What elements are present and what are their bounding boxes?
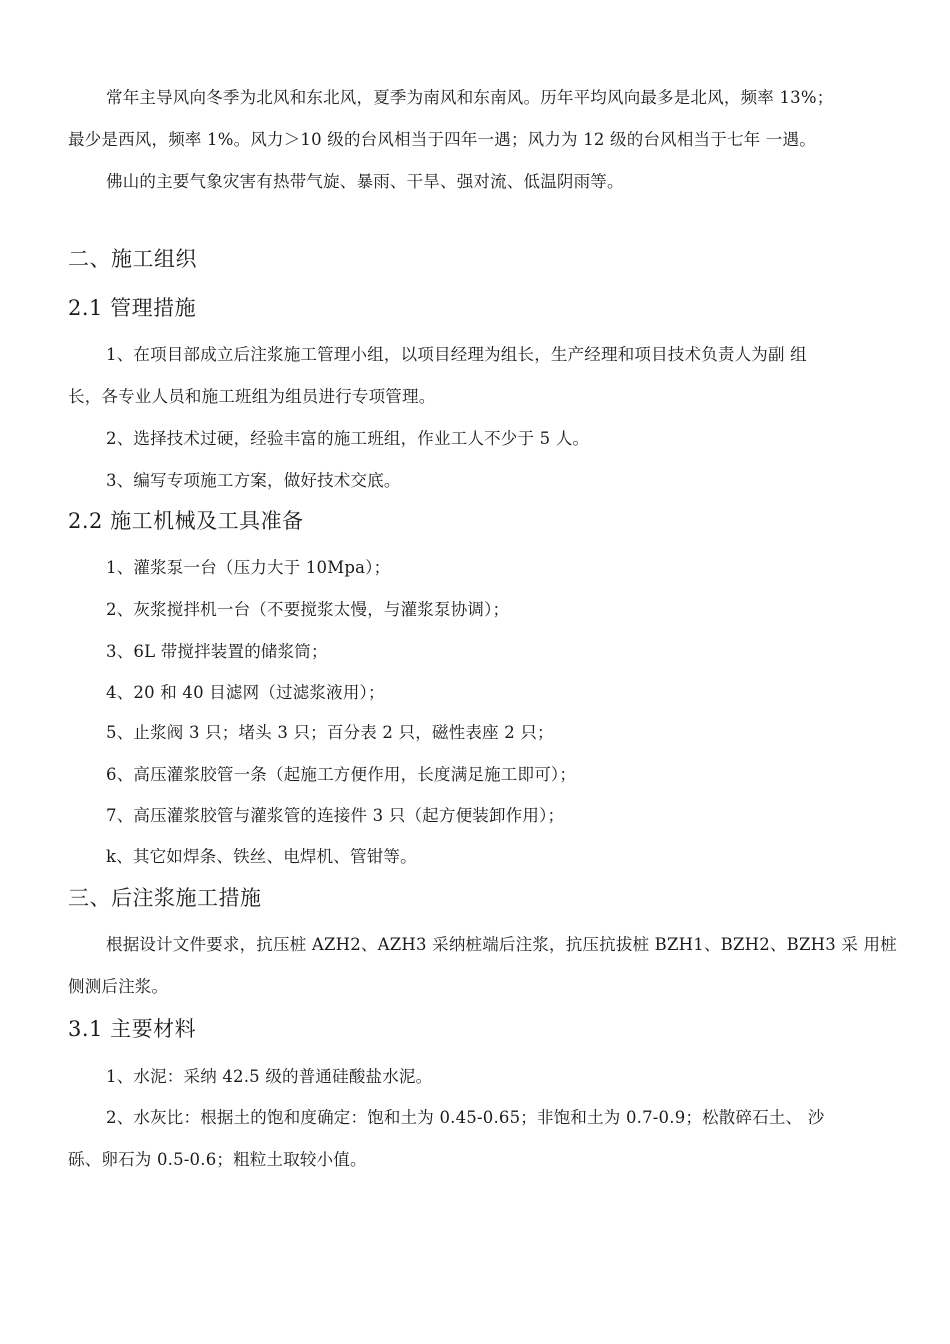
equipment-item: 4、20 和 40 目滤网（过滤浆液用）； bbox=[106, 683, 385, 702]
section-2-1-heading: 2.1 管理措施 bbox=[68, 296, 197, 320]
equipment-item: 6、高压灌浆胶管一条（起施工方便作用，长度满足施工即可）； bbox=[106, 765, 577, 784]
equipment-item: 5、止浆阀 3 只；堵头 3 只；百分表 2 只，磁性表座 2 只； bbox=[106, 723, 554, 742]
management-item-1-line-1: 1、在项目部成立后注浆施工管理小组，以项目经理为组长，生产经理和项目技术负责人为副 组 bbox=[106, 345, 807, 364]
climate-paragraph-line-1: 常年主导风向冬季为北风和东北风，夏季为南风和东南风。历年平均风向最多是北风，频率 13%； bbox=[106, 88, 834, 107]
material-item-1: 1、水泥：采纳 42.5 级的普通硅酸盐水泥。 bbox=[106, 1067, 433, 1086]
section-3-1-heading: 3.1 主要材料 bbox=[68, 1017, 197, 1041]
material-item-2-line-1: 2、水灰比：根据土的饱和度确定：饱和土为 0.45-0.65；非饱和土为 0.7-0.9；松散碎石土、 沙 bbox=[106, 1108, 825, 1127]
management-item-3: 3、编写专项施工方案，做好技术交底。 bbox=[106, 471, 401, 490]
grouting-intro-line-1: 根据设计文件要求，抗压桩 AZH2、AZH3 采纳桩端后注浆，抗压抗拔桩 BZH1、BZH2、BZH3 采 用桩 bbox=[106, 935, 897, 954]
management-item-2: 2、选择技术过硬，经验丰富的施工班组，作业工人不少于 5 人。 bbox=[106, 429, 590, 448]
equipment-item: 2、灰浆搅拌机一台（不要搅浆太慢，与灌浆泵协调）； bbox=[106, 600, 510, 619]
equipment-item: k、其它如焊条、铁丝、电焊机、管钳等。 bbox=[106, 847, 417, 866]
grouting-intro-line-2: 侧测后注浆。 bbox=[68, 977, 169, 996]
equipment-item: 3、6L 带搅拌装置的储浆筒； bbox=[106, 642, 328, 661]
disaster-paragraph: 佛山的主要气象灾害有热带气旋、暴雨、干旱、强对流、低温阴雨等。 bbox=[106, 172, 624, 191]
climate-paragraph-line-2: 最少是西风，频率 1%。风力＞10 级的台风相当于四年一遇；风力为 12 级的台风相当于七年 一遇。 bbox=[68, 130, 816, 149]
equipment-item: 1、灌浆泵一台（压力大于 10Mpa）； bbox=[106, 558, 391, 577]
section-2-heading: 二、施工组织 bbox=[68, 247, 197, 271]
equipment-item: 7、高压灌浆胶管与灌浆管的连接件 3 只（起方便装卸作用）； bbox=[106, 806, 565, 825]
section-2-2-heading: 2.2 施工机械及工具准备 bbox=[68, 509, 304, 533]
section-3-heading: 三、后注浆施工措施 bbox=[68, 886, 262, 910]
material-item-2-line-2: 砾、卵石为 0.5-0.6；粗粒土取较小值。 bbox=[68, 1150, 367, 1169]
management-item-1-line-2: 长，各专业人员和施工班组为组员进行专项管理。 bbox=[68, 387, 436, 406]
